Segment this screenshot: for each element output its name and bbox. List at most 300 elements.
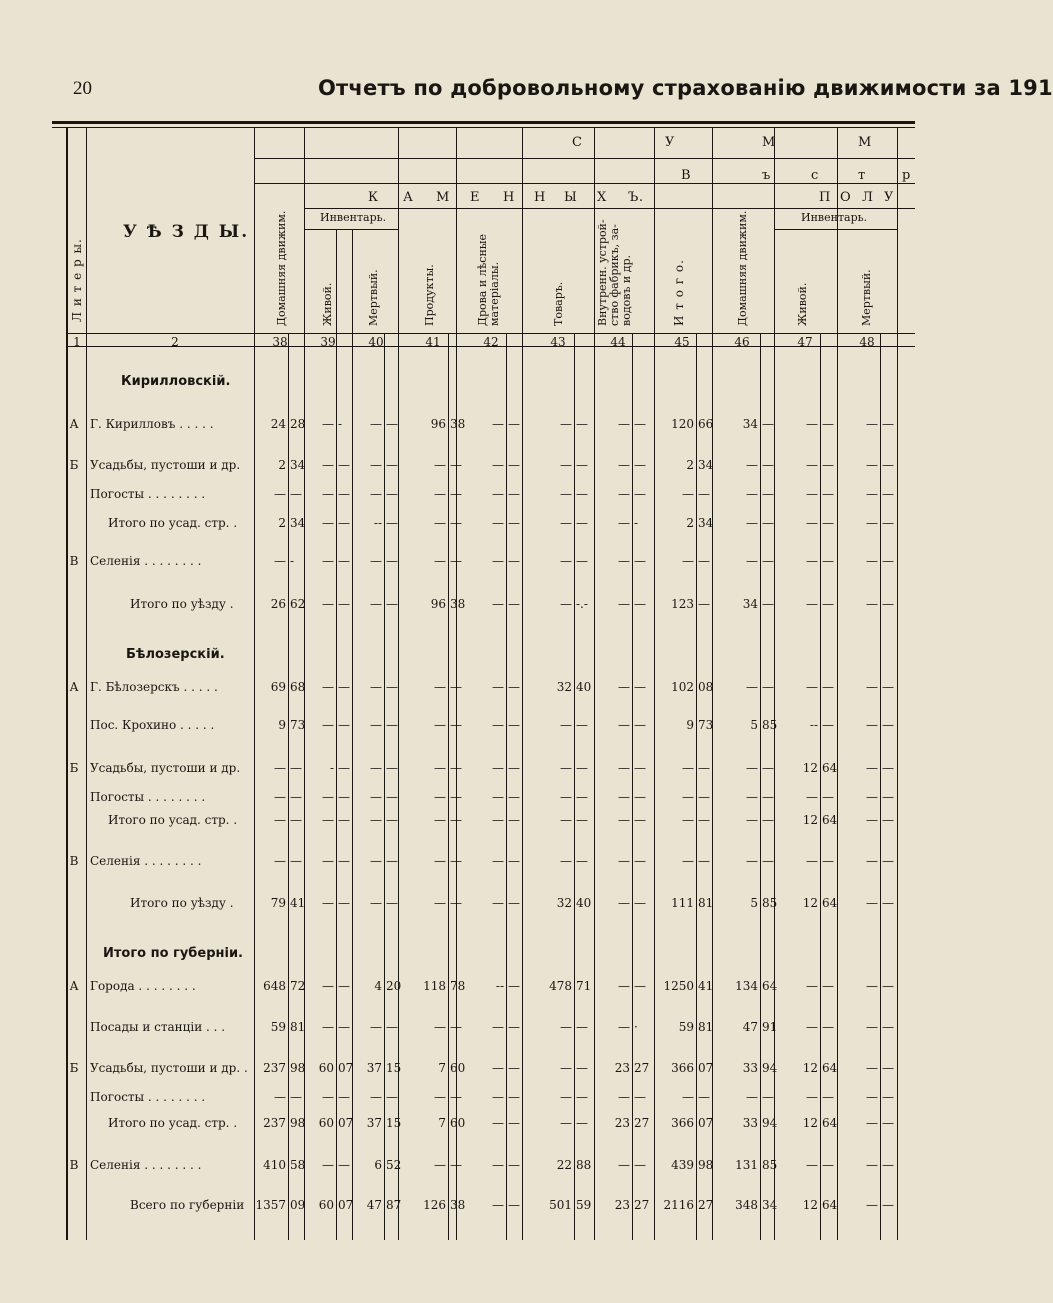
cell-kopecks: — (822, 554, 834, 568)
cell-rubles: 7 (438, 1116, 446, 1130)
cell-kopecks: — (508, 680, 520, 694)
band2-hard: ъ (762, 168, 771, 183)
cell-rubles: 5 (750, 718, 758, 732)
cell-rubles: — (322, 1090, 334, 1104)
cell-kopecks: — (882, 597, 894, 611)
cell-rubles: — (492, 458, 504, 472)
cell-rubles: — (746, 1090, 758, 1104)
cell-kopecks: — (508, 597, 520, 611)
cell-kopecks: 07 (338, 1061, 354, 1075)
cell-kopecks: — (450, 680, 462, 694)
cell-rubles: 59 (678, 1020, 694, 1034)
cell-rubles: 23 (614, 1116, 630, 1130)
cents-divider (288, 334, 289, 1240)
cell-kopecks: — (386, 597, 398, 611)
cell-kopecks: — (338, 554, 350, 568)
cell-kopecks: — (634, 813, 646, 827)
cell-rubles: — (866, 1061, 878, 1075)
cell-rubles: — (434, 896, 446, 910)
cell-kopecks: — (822, 718, 834, 732)
cell-kopecks: — (882, 790, 894, 804)
cell-kopecks: 98 (290, 1061, 306, 1075)
cell-kopecks: — (338, 1020, 350, 1034)
cell-kopecks: — (822, 680, 834, 694)
cell-rubles: 126 (423, 1198, 446, 1212)
cell-rubles: 22 (556, 1158, 572, 1172)
cell-rubles: — (492, 813, 504, 827)
cell-rubles: — (866, 417, 878, 431)
cell-rubles: — (560, 1116, 572, 1130)
cell-kopecks: — (882, 854, 894, 868)
cell-kopecks: 78 (450, 979, 466, 993)
cell-rubles: — (322, 813, 334, 827)
row-letter: А (69, 680, 79, 694)
cell-kopecks: — (338, 1158, 350, 1172)
cell-rubles: 34 (742, 417, 758, 431)
cell-rubles: — (866, 1116, 878, 1130)
cell-kopecks: — (508, 1158, 520, 1172)
cell-kopecks: — (762, 761, 774, 775)
cell-rubles: — (560, 1020, 572, 1034)
cell-kopecks: — (508, 813, 520, 827)
cell-rubles: — (618, 1090, 630, 1104)
cell-kopecks: 09 (290, 1198, 306, 1212)
col-itogo: И т о г о. (672, 259, 686, 326)
cell-kopecks: — (822, 458, 834, 472)
cell-rubles: — (560, 790, 572, 804)
row-label: Усадьбы, пустоши и др. (90, 761, 241, 775)
cell-kopecks: — (634, 487, 646, 501)
cell-kopecks: — (338, 813, 350, 827)
cell-rubles: 366 (671, 1061, 694, 1075)
cell-kopecks: 71 (576, 979, 592, 993)
cell-kopecks: — (576, 1090, 588, 1104)
cell-kopecks: 81 (290, 1020, 306, 1034)
cell-rubles: 111 (671, 896, 694, 910)
cell-kopecks: — (882, 1020, 894, 1034)
cell-rubles: — (618, 597, 630, 611)
cell-rubles: — (370, 417, 382, 431)
kamennykh-2: М (436, 190, 450, 205)
row-label: Погосты . . . . . . . . (90, 487, 206, 501)
cell-kopecks: 07 (338, 1116, 354, 1130)
cell-rubles: — (682, 854, 694, 868)
row-label: Селенія . . . . . . . . (90, 554, 202, 568)
cell-kopecks: — (882, 1116, 894, 1130)
cell-kopecks: — (386, 790, 398, 804)
cell-rubles: — (866, 680, 878, 694)
cell-kopecks: — (450, 854, 462, 868)
cell-rubles: — (866, 597, 878, 611)
cell-rubles: 96 (430, 597, 446, 611)
cell-rubles: — (492, 1061, 504, 1075)
col-domashnyaya-2: Домашняя движим. (736, 210, 749, 326)
cell-kopecks: — (386, 554, 398, 568)
cell-kopecks: 60 (450, 1116, 466, 1130)
cell-rubles: — (806, 979, 818, 993)
cell-rubles: 37 (366, 1116, 382, 1130)
cell-kopecks: 27 (634, 1061, 650, 1075)
cell-kopecks: — (698, 554, 710, 568)
cell-kopecks: — (762, 1090, 774, 1104)
cell-rubles: 2 (686, 516, 694, 530)
cell-kopecks: 07 (698, 1061, 714, 1075)
cell-kopecks: — (762, 417, 774, 431)
cell-rubles: — (806, 790, 818, 804)
cell-kopecks: — (386, 761, 398, 775)
cell-rubles: — (866, 896, 878, 910)
cell-rubles: — (370, 896, 382, 910)
cell-kopecks: — (450, 896, 462, 910)
cell-rubles: 24 (270, 417, 286, 431)
cell-kopecks: 81 (698, 1020, 714, 1034)
cell-kopecks: — (634, 790, 646, 804)
cell-kopecks: — (882, 1198, 894, 1212)
cell-rubles: 131 (735, 1158, 758, 1172)
cell-kopecks: 40 (576, 680, 592, 694)
cell-rubles: — (492, 896, 504, 910)
cell-rubles: — (370, 458, 382, 472)
kamennykh-3: Е (470, 190, 480, 205)
row-label: Селенія . . . . . . . . (90, 854, 202, 868)
cell-rubles: 4 (374, 979, 382, 993)
cell-rubles: — (560, 718, 572, 732)
cell-rubles: — (274, 487, 286, 501)
row-letter: А (69, 417, 79, 431)
cell-kopecks: — (386, 718, 398, 732)
cell-kopecks: — (290, 1090, 302, 1104)
cell-rubles: 32 (556, 680, 572, 694)
cell-kopecks: — (882, 761, 894, 775)
cell-rubles: — (274, 761, 286, 775)
cell-rubles: 96 (430, 417, 446, 431)
cents-divider (448, 334, 449, 1240)
cell-kopecks: — (762, 790, 774, 804)
cell-rubles: — (492, 1090, 504, 1104)
cell-kopecks: — (386, 680, 398, 694)
cell-rubles: — (866, 458, 878, 472)
cell-kopecks: 34 (698, 458, 714, 472)
cell-rubles: — (322, 417, 334, 431)
cell-kopecks: 15 (386, 1061, 402, 1075)
kamennykh-5: Н (534, 190, 546, 205)
cell-rubles: -- (495, 979, 504, 993)
cell-kopecks: 81 (698, 896, 714, 910)
cell-kopecks: 64 (762, 979, 778, 993)
cell-kopecks: — (762, 487, 774, 501)
cell-kopecks: — (822, 487, 834, 501)
cell-kopecks: — (450, 554, 462, 568)
cell-kopecks: 64 (822, 1116, 838, 1130)
cell-rubles: — (866, 761, 878, 775)
cell-rubles: — (322, 979, 334, 993)
column-number: 42 (483, 335, 499, 349)
cell-rubles: — (682, 813, 694, 827)
cell-kopecks: 28 (290, 417, 306, 431)
cell-kopecks: 64 (822, 1198, 838, 1212)
cell-rubles: — (434, 790, 446, 804)
inventory-split (352, 230, 353, 334)
cell-kopecks: — (576, 554, 588, 568)
cell-kopecks: — (762, 458, 774, 472)
cell-kopecks: — (576, 417, 588, 431)
cell-kopecks: 87 (386, 1198, 402, 1212)
cell-kopecks: — (508, 790, 520, 804)
cell-rubles: — (618, 516, 630, 530)
cell-kopecks: — (882, 487, 894, 501)
cell-kopecks: — (338, 597, 350, 611)
col-drova-2: матеріалы. (488, 261, 501, 326)
cell-kopecks: — (290, 854, 302, 868)
row-label: Пос. Крохино . . . . . (90, 718, 215, 732)
cell-kopecks: — (882, 1061, 894, 1075)
cents-divider (820, 334, 821, 1240)
cell-rubles: — (434, 554, 446, 568)
cell-rubles: — (274, 554, 286, 568)
section-guberniya: Итого по губерніи. (103, 946, 243, 961)
cell-rubles: — (370, 813, 382, 827)
cell-rubles: 6 (374, 1158, 382, 1172)
cell-kopecks: — (822, 597, 834, 611)
cell-rubles: — (746, 761, 758, 775)
column-number: 45 (674, 335, 690, 349)
row-label: Итого по усад. стр. . (108, 1116, 238, 1130)
kamennykh-1: А (403, 190, 414, 205)
cell-rubles: — (866, 1198, 878, 1212)
cell-rubles: — (618, 813, 630, 827)
cell-rubles: — (434, 1158, 446, 1172)
cell-rubles: — (746, 854, 758, 868)
cell-rubles: - (329, 761, 334, 775)
cell-kopecks: — (634, 761, 646, 775)
cents-divider (336, 334, 337, 1240)
cell-kopecks: — (762, 680, 774, 694)
kamennykh-4: Н (503, 190, 515, 205)
cell-kopecks: — (386, 813, 398, 827)
cell-rubles: 648 (263, 979, 286, 993)
cell-rubles: — (492, 597, 504, 611)
cell-rubles: — (806, 1158, 818, 1172)
inventar-heading: Инвентарь. (320, 211, 387, 224)
cell-kopecks: 34 (698, 516, 714, 530)
inventar2-heading: Инвентарь. (801, 211, 868, 224)
cell-rubles: 59 (270, 1020, 286, 1034)
cell-kopecks: — (882, 516, 894, 530)
cell-kopecks: — (450, 718, 462, 732)
cell-kopecks: — (508, 458, 520, 472)
cell-rubles: — (492, 854, 504, 868)
cell-kopecks: 40 (576, 896, 592, 910)
cell-kopecks: — (386, 896, 398, 910)
cell-rubles: 501 (549, 1198, 572, 1212)
band2-s: с (811, 168, 819, 183)
cell-rubles: 12 (802, 1198, 818, 1212)
row-label: Итого по уѣзду . (130, 597, 234, 611)
cell-rubles: — (746, 554, 758, 568)
cell-rubles: — (370, 761, 382, 775)
cell-rubles: 118 (423, 979, 446, 993)
cell-rubles: 2116 (663, 1198, 694, 1212)
cell-kopecks: — (508, 979, 520, 993)
cell-kopecks: — (508, 487, 520, 501)
cell-kopecks: - (338, 417, 343, 431)
cell-kopecks: — (634, 979, 646, 993)
col-vnutr-1: Внутренн. устрой- (596, 219, 609, 326)
cell-kopecks: — (508, 1198, 520, 1212)
cell-rubles: — (866, 790, 878, 804)
cell-kopecks: — (338, 1090, 350, 1104)
column-number: 40 (368, 335, 384, 349)
cell-kopecks: — (508, 854, 520, 868)
polu-3: У (884, 190, 894, 205)
cell-kopecks: — (634, 896, 646, 910)
page-title: Отчетъ по добровольному страхованію движимости за 191 (318, 76, 1053, 100)
cell-kopecks: — (822, 979, 834, 993)
cell-kopecks: — (290, 790, 302, 804)
cell-rubles: — (370, 1020, 382, 1034)
kamennykh-7: Х (597, 190, 607, 205)
cents-divider (506, 334, 507, 1240)
uezdy-heading: У Ѣ З Д Ы. (123, 222, 250, 242)
cell-rubles: — (866, 813, 878, 827)
cell-kopecks: 73 (290, 718, 306, 732)
top-rule-thin (52, 127, 915, 128)
cell-rubles: — (806, 854, 818, 868)
cell-kopecks: 73 (698, 718, 714, 732)
cell-rubles: — (618, 487, 630, 501)
row-letter: В (69, 554, 79, 568)
cell-rubles: 34 (742, 597, 758, 611)
cell-rubles: — (492, 1116, 504, 1130)
column-number: 46 (734, 335, 750, 349)
column-number: 38 (272, 335, 288, 349)
cell-rubles: — (322, 854, 334, 868)
cell-kopecks: — (338, 790, 350, 804)
kamennykh-0: К (368, 190, 379, 205)
cell-kopecks: - (634, 516, 639, 530)
cell-kopecks: — (576, 487, 588, 501)
cell-rubles: 123 (671, 597, 694, 611)
row-label: Посады и станціи . . . (90, 1020, 226, 1034)
cell-rubles: — (866, 718, 878, 732)
cell-kopecks: — (508, 896, 520, 910)
cell-kopecks: 34 (290, 458, 306, 472)
cell-kopecks: 98 (698, 1158, 714, 1172)
cell-kopecks: 64 (822, 1061, 838, 1075)
cell-rubles: — (434, 487, 446, 501)
cell-kopecks: — (882, 813, 894, 827)
cell-rubles: — (746, 813, 758, 827)
cell-rubles: — (492, 1158, 504, 1172)
cell-rubles: — (682, 487, 694, 501)
row-letter: Б (69, 761, 79, 775)
cell-kopecks: — (634, 854, 646, 868)
cell-kopecks: 38 (450, 417, 466, 431)
cell-rubles: 47 (366, 1198, 382, 1212)
col-drova-1: Дрова и лѣсные (476, 233, 489, 326)
cell-kopecks: 85 (762, 718, 778, 732)
cell-kopecks: 15 (386, 1116, 402, 1130)
cell-rubles: — (618, 896, 630, 910)
cell-kopecks: — (576, 1061, 588, 1075)
cell-rubles: — (322, 487, 334, 501)
cell-kopecks: — (882, 896, 894, 910)
cell-kopecks: 98 (290, 1116, 306, 1130)
cell-kopecks: 64 (822, 761, 838, 775)
kamennykh-8: Ъ. (628, 190, 644, 205)
band2-v: В (681, 168, 692, 183)
cell-rubles: — (560, 854, 572, 868)
polu-0: П (819, 190, 831, 205)
cell-rubles: — (806, 458, 818, 472)
row-letter: В (69, 854, 79, 868)
cell-rubles: 12 (802, 813, 818, 827)
cell-rubles: — (492, 680, 504, 694)
col-domashnyaya: Домашняя движим. (275, 210, 288, 326)
cell-rubles: — (866, 554, 878, 568)
cell-kopecks: — (822, 516, 834, 530)
cell-rubles: — (322, 1020, 334, 1034)
cell-rubles: — (322, 597, 334, 611)
section-kirillov: Кирилловскій. (121, 374, 231, 389)
cell-rubles: — (434, 813, 446, 827)
cell-kopecks: 68 (290, 680, 306, 694)
cell-rubles: — (322, 718, 334, 732)
cell-kopecks: 20 (386, 979, 402, 993)
cell-rubles: — (560, 417, 572, 431)
cell-kopecks: — (822, 1020, 834, 1034)
cell-rubles: — (806, 1020, 818, 1034)
top-rule-thick (52, 121, 915, 124)
cell-kopecks: — (338, 680, 350, 694)
cell-kopecks: — (634, 680, 646, 694)
cell-rubles: — (370, 597, 382, 611)
row-letter: В (69, 1158, 79, 1172)
column-number: 39 (320, 335, 336, 349)
inventory2-split (837, 230, 838, 334)
col-zhivoy: Живой. (321, 282, 334, 326)
cell-rubles: — (322, 680, 334, 694)
band2-r: р (902, 168, 911, 183)
cell-rubles: 9 (686, 718, 694, 732)
cell-kopecks: 94 (762, 1061, 778, 1075)
cell-rubles: — (618, 790, 630, 804)
inventory2-bottom (774, 229, 897, 230)
cell-kopecks: — (882, 680, 894, 694)
cell-kopecks: 72 (290, 979, 306, 993)
cell-rubles: — (492, 1198, 504, 1212)
cell-kopecks: — (882, 458, 894, 472)
cell-kopecks: — (698, 854, 710, 868)
cell-rubles: — (682, 790, 694, 804)
cell-rubles: 2 (278, 516, 286, 530)
cell-rubles: — (492, 554, 504, 568)
cell-kopecks: — (508, 1061, 520, 1075)
cell-kopecks: — (450, 761, 462, 775)
cell-rubles: 12 (802, 761, 818, 775)
cell-rubles: — (370, 487, 382, 501)
cell-kopecks: — (634, 718, 646, 732)
cell-kopecks: — (508, 1116, 520, 1130)
cell-kopecks: — (882, 554, 894, 568)
col-tovar: Товаръ. (552, 281, 565, 326)
cell-rubles: 47 (742, 1020, 758, 1034)
band1-bottom (254, 158, 915, 159)
cell-rubles: — (370, 680, 382, 694)
cell-kopecks: — (762, 854, 774, 868)
cell-rubles: 410 (263, 1158, 286, 1172)
cell-rubles: — (322, 554, 334, 568)
